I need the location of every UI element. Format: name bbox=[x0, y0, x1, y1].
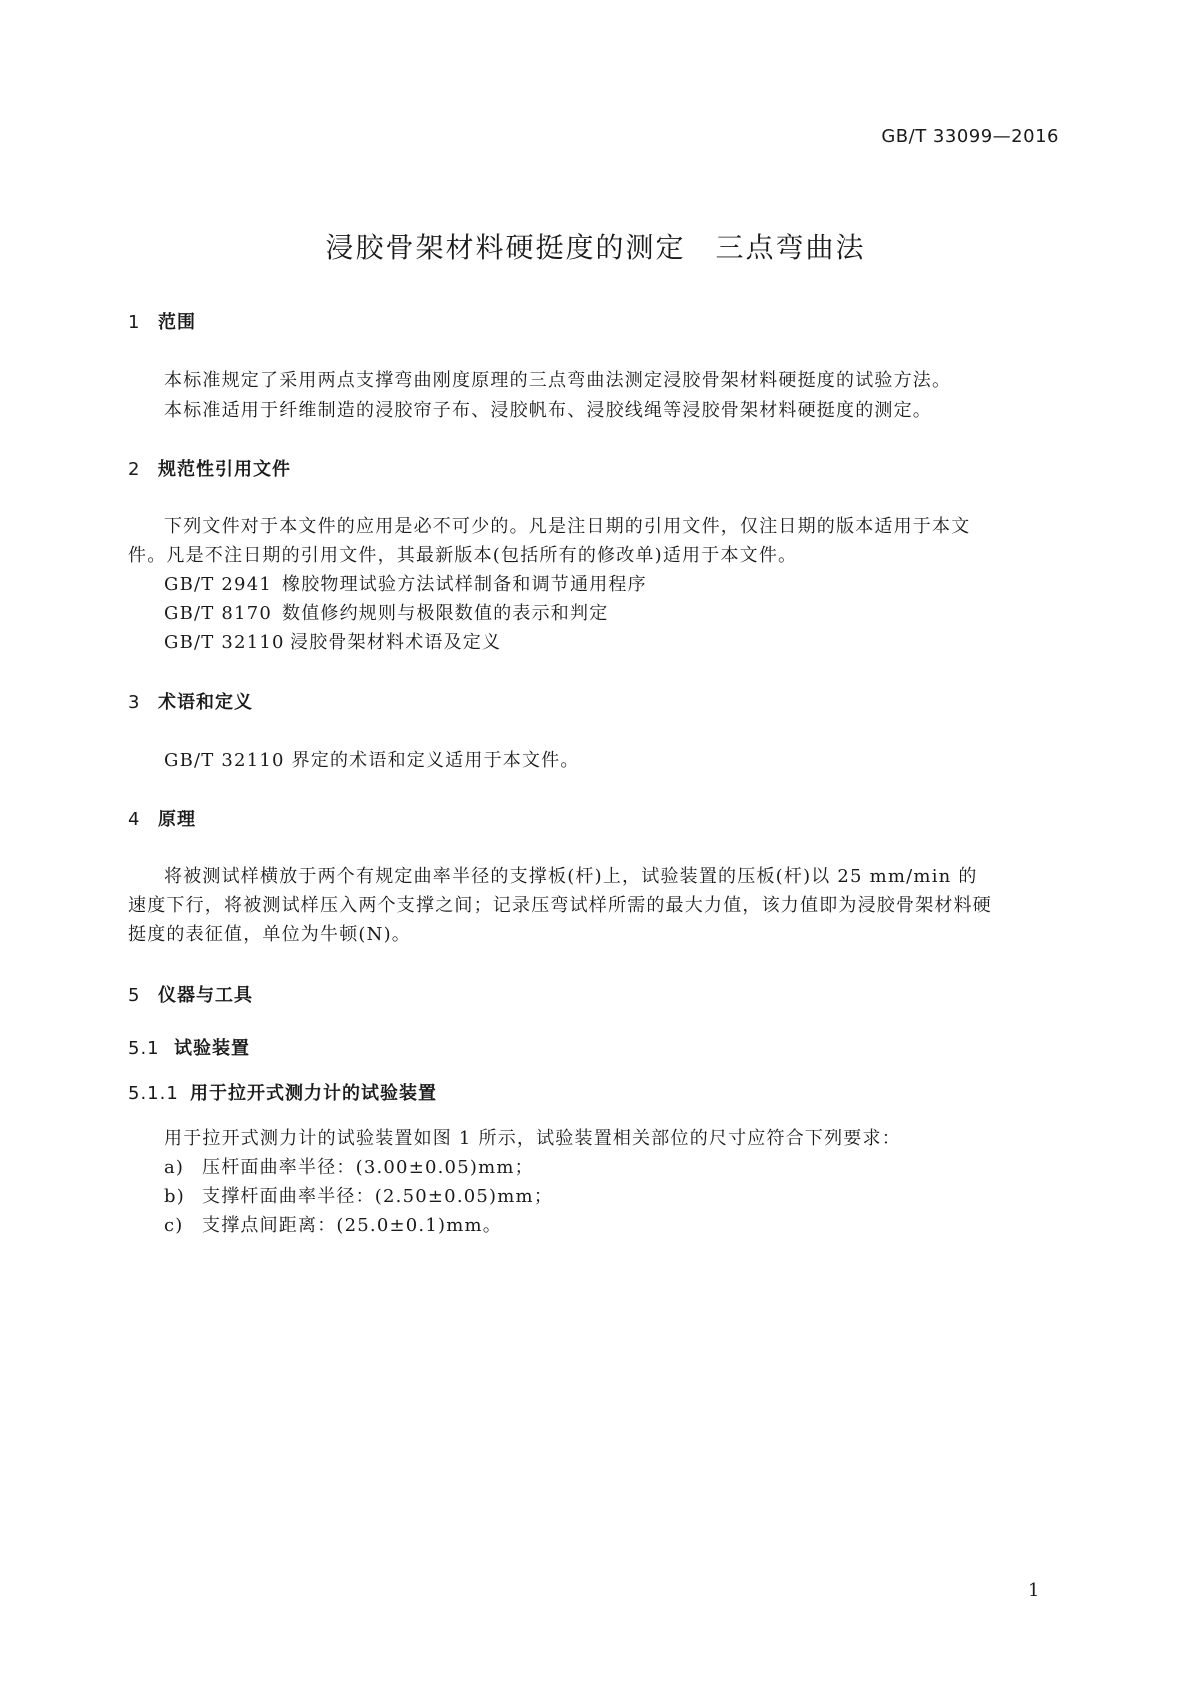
reference-code: GB/T 8170 bbox=[164, 603, 273, 624]
page-number: 1 bbox=[1028, 1580, 1040, 1601]
section-title: 规范性引用文件 bbox=[158, 459, 291, 480]
section-number: 2 bbox=[128, 459, 141, 480]
paragraph: 件。凡是不注日期的引用文件，其最新版本(包括所有的修改单)适用于本文件。 bbox=[128, 545, 798, 566]
list-text: 支撑杆面曲率半径：(2.50±0.05)mm； bbox=[202, 1186, 554, 1207]
section-4-heading bbox=[128, 805, 196, 831]
reference-item bbox=[164, 628, 501, 654]
list-text: 支撑点间距离：(25.0±0.1)mm。 bbox=[202, 1215, 502, 1236]
reference-title: 浸胶骨架材料术语及定义 bbox=[290, 632, 502, 653]
subsection-5-1-1-heading bbox=[128, 1079, 437, 1105]
paragraph: 本标准规定了采用两点支撑弯曲刚度原理的三点弯曲法测定浸胶骨架材料硬挺度的试验方法。 bbox=[164, 370, 952, 391]
document-title: 浸胶骨架材料硬挺度的测定 三点弯曲法 bbox=[325, 231, 866, 264]
section-number: 1 bbox=[128, 312, 141, 333]
reference-title: 数值修约规则与极限数值的表示和判定 bbox=[282, 603, 609, 624]
reference-code: GB/T 2941 bbox=[164, 574, 273, 595]
section-1-heading bbox=[128, 308, 196, 334]
reference-item bbox=[164, 599, 608, 625]
reference-code: GB/T 32110 bbox=[164, 632, 285, 653]
section-number: 3 bbox=[128, 692, 141, 713]
section-3-heading bbox=[128, 688, 253, 714]
paragraph: GB/T 32110 界定的术语和定义适用于本文件。 bbox=[164, 750, 580, 771]
paragraph: 用于拉开式测力计的试验装置如图 1 所示，试验装置相关部位的尺寸应符合下列要求： bbox=[164, 1128, 901, 1149]
section-number: 4 bbox=[128, 809, 141, 830]
list-item bbox=[164, 1182, 553, 1208]
reference-title: 橡胶物理试验方法试样制备和调节通用程序 bbox=[282, 574, 647, 595]
section-number: 5.1 bbox=[128, 1038, 160, 1059]
section-number: 5 bbox=[128, 985, 141, 1006]
section-2-heading bbox=[128, 455, 291, 481]
section-title: 原理 bbox=[158, 809, 196, 830]
section-5-heading bbox=[128, 981, 253, 1007]
paragraph: 本标准适用于纤维制造的浸胶帘子布、浸胶帆布、浸胶线绳等浸胶骨架材料硬挺度的测定。 bbox=[164, 400, 932, 421]
section-title: 试验装置 bbox=[174, 1038, 250, 1059]
list-item bbox=[164, 1211, 502, 1237]
section-title: 仪器与工具 bbox=[158, 985, 253, 1006]
list-label: a) bbox=[164, 1157, 185, 1178]
section-title: 用于拉开式测力计的试验装置 bbox=[190, 1083, 437, 1104]
paragraph: 速度下行，将被测试样压入两个支撑之间；记录压弯试样所需的最大力值，该力值即为浸胶骨架材料硬 bbox=[128, 895, 992, 916]
paragraph: 挺度的表征值，单位为牛顿(N)。 bbox=[128, 924, 411, 945]
reference-item bbox=[164, 570, 647, 596]
section-title: 范围 bbox=[158, 312, 196, 333]
standard-code: GB/T 33099—2016 bbox=[881, 126, 1059, 147]
paragraph: 将被测试样横放于两个有规定曲率半径的支撑板(杆)上，试验装置的压板(杆)以 25 mm/min 的 bbox=[164, 866, 978, 887]
list-item bbox=[164, 1153, 534, 1179]
paragraph: 下列文件对于本文件的应用是必不可少的。凡是注日期的引用文件，仅注日期的版本适用于本文 bbox=[164, 516, 971, 537]
section-number: 5.1.1 bbox=[128, 1083, 179, 1104]
subsection-5-1-heading bbox=[128, 1034, 250, 1060]
list-text: 压杆面曲率半径：(3.00±0.05)mm； bbox=[202, 1157, 534, 1178]
section-title: 术语和定义 bbox=[158, 692, 253, 713]
list-label: c) bbox=[164, 1215, 184, 1236]
list-label: b) bbox=[164, 1186, 185, 1207]
